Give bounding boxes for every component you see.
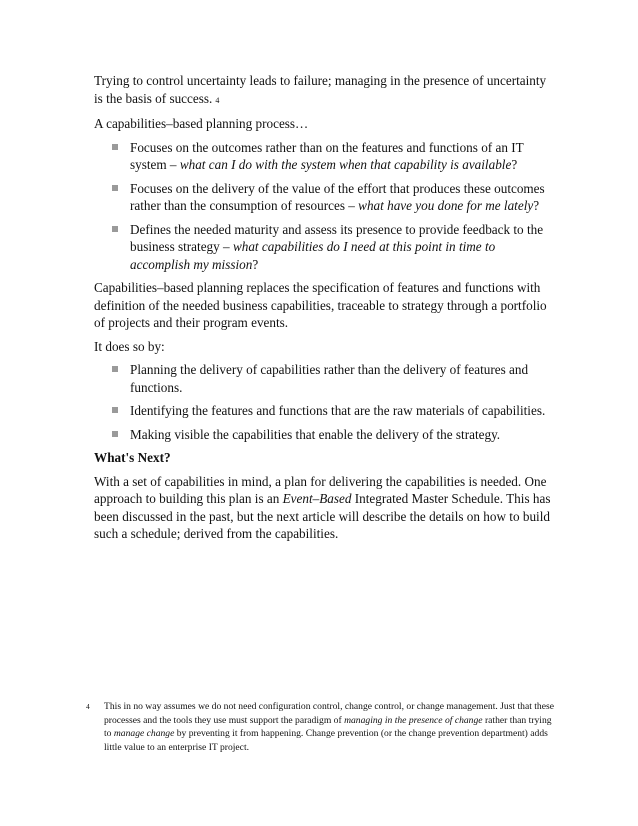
footnote — [86, 700, 556, 754]
list-item: Identifying the features and functions that are the raw materials of capabilities. — [94, 402, 554, 420]
list-item: Focuses on the delivery of the value of the effort that produces these outcomes rather than the consumption of resources – what have you done for me lately? — [94, 180, 554, 215]
body-text — [94, 72, 554, 549]
list-item: Planning the delivery of capabilities rather than the delivery of features and functions. — [94, 361, 554, 396]
square-bullet-icon — [112, 144, 118, 150]
square-bullet-icon — [112, 366, 118, 372]
section-heading: What's Next? — [94, 450, 171, 465]
paragraph-whats-next: With a set of capabilities in mind, a plan for delivering the capabilities is needed. One approach to building this plan is an Event–Based Integrated Master Schedule. This has been discussed in the past, but the next article will describe the details on how to build such a schedule; derived from the capabilities. — [94, 473, 551, 541]
square-bullet-icon — [112, 431, 118, 437]
list-item: Focuses on the outcomes rather than on the features and functions of an IT system – what can I do with the system when that capability is available? — [94, 139, 554, 174]
paragraph-intro: Trying to control uncertainty leads to failure; managing in the presence of uncertainty is the basis of success. 4 — [94, 73, 547, 106]
paragraph-process: A capabilities–based planning process… — [94, 116, 309, 131]
paragraph-does-so: It does so by: — [94, 338, 165, 354]
footnote-number: 4 — [86, 702, 90, 711]
square-bullet-icon — [112, 407, 118, 413]
list-item: Defines the needed maturity and assess its presence to provide feedback to the business strategy – what capabilities do I need at this point in time to accomplish my mission? — [94, 221, 554, 274]
list-item: Making visible the capabilities that enable the delivery of the strategy. — [94, 426, 554, 444]
square-bullet-icon — [112, 185, 118, 191]
square-bullet-icon — [112, 226, 118, 232]
footnote-ref: 4 — [215, 95, 220, 105]
bullet-list-does-so — [94, 361, 554, 443]
bullet-list-process — [94, 139, 554, 274]
footnote-text: This in no way assumes we do not need configuration control, change control, or change management. Just that these processes and the tools they use must support the paradigm of managing in the presence of change rather than trying to manage change by preventing it from happening. Change prevention (or the change prevention department) adds little value to an enterprise IT project. — [104, 701, 554, 753]
paragraph-replaces: Capabilities–based planning replaces the specification of features and functions with definition of the needed business capabilities, traceable to strategy through a portfolio of projects and their program events. — [94, 280, 547, 330]
